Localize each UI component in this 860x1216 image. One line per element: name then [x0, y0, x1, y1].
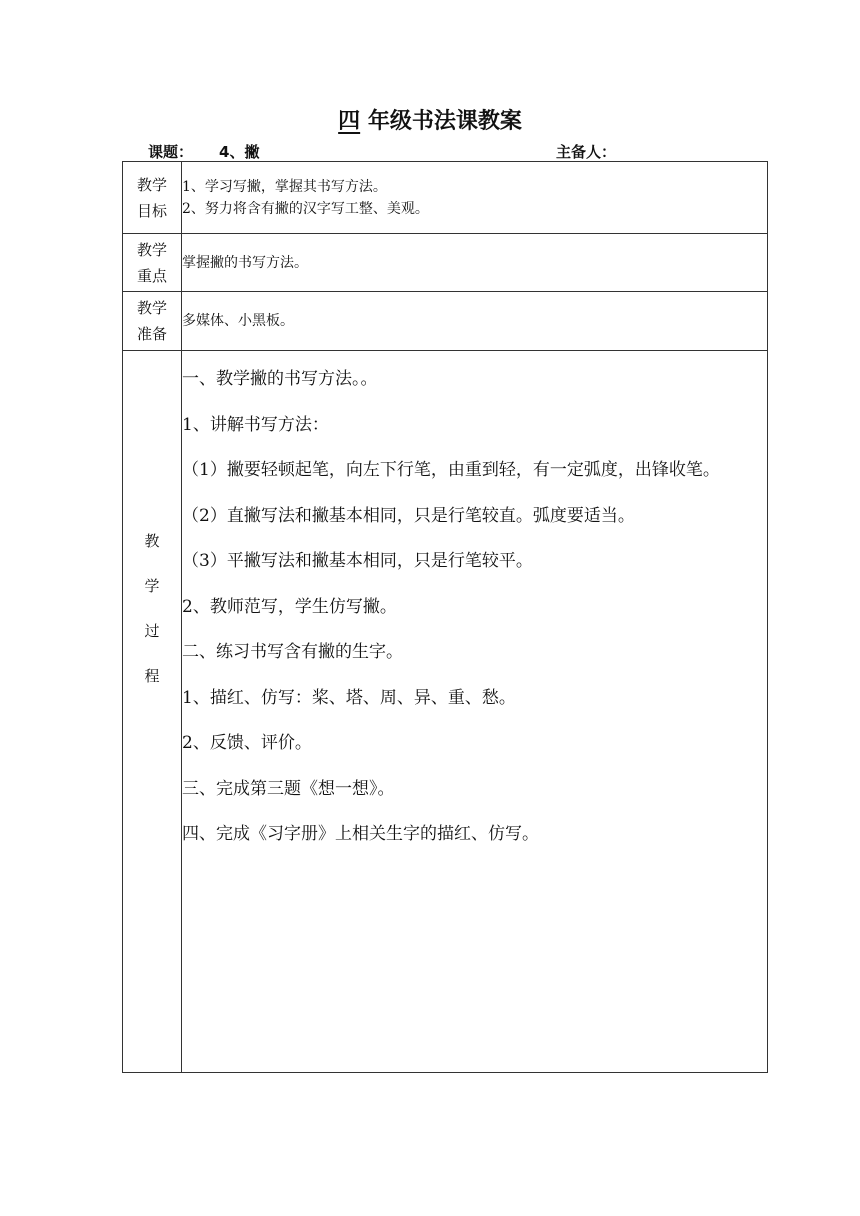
objective-line: 2、努力将含有撇的汉字写工整、美观。	[182, 200, 429, 217]
objective-line: 1、学习写撇，掌握其书写方法。	[182, 178, 387, 195]
process-line: 2、教师范写，学生仿写撇。	[182, 596, 397, 617]
title-text: 年级书法课教案	[367, 109, 522, 134]
objectives-cell	[182, 162, 768, 234]
row-header-line: 准备	[136, 325, 167, 343]
process-line: （3）平撇写法和撇基本相同，只是行笔较平。	[182, 551, 533, 571]
process-line: 1、描红、仿写：桨、塔、周、异、重、愁。	[182, 687, 516, 708]
process-line: （2）直撇写法和撇基本相同，只是行笔较直。弧度要适当。	[182, 505, 635, 526]
process-line: 一、教学撇的书写方法。。	[182, 369, 378, 389]
row-header-char: 学	[144, 577, 160, 595]
grade-number: 四	[338, 109, 361, 134]
topic-label: 课题：	[148, 143, 194, 161]
row-header-char: 教	[144, 532, 160, 550]
row-header-line: 目标	[136, 201, 167, 220]
row-header-objectives	[123, 162, 182, 234]
table-row-objectives	[123, 162, 768, 234]
row-header-line: 教学	[136, 299, 167, 317]
process-cell	[182, 351, 768, 1073]
process-line: 三、完成第三题《想一想》。	[182, 778, 395, 799]
row-header-line: 教学	[136, 240, 167, 259]
lesson-plan-table	[122, 161, 768, 1073]
process-line: 四、完成《习字册》上相关生字的描红、仿写。	[182, 824, 539, 844]
row-header-line: 重点	[136, 266, 167, 285]
table-row-process	[123, 351, 768, 1073]
row-header-process	[123, 351, 182, 1073]
key-point-line: 掌握撇的书写方法。	[182, 254, 308, 271]
page-title	[0, 104, 860, 135]
process-line: 1、讲解书写方法：	[182, 414, 329, 435]
row-header-char: 过	[144, 622, 160, 640]
preparation-line: 多媒体、小黑板。	[182, 313, 294, 329]
process-line: （1）撇要轻顿起笔，向左下行笔，由重到轻，有一定弧度，出锋收笔。	[182, 460, 720, 480]
row-header-key-points	[123, 234, 182, 292]
preparation-cell	[182, 292, 768, 351]
preparer-label: 主备人：	[556, 143, 617, 161]
process-line: 2、反馈、评价。	[182, 733, 312, 753]
key-points-cell	[182, 234, 768, 292]
row-header-preparation	[123, 292, 182, 351]
row-header-line: 教学	[136, 175, 167, 194]
table-row-key-points	[123, 234, 768, 292]
topic-line	[148, 141, 259, 162]
topic-value: 4、撇	[219, 143, 260, 161]
row-header-char: 程	[144, 667, 160, 685]
process-line: 二、练习书写含有撇的生字。	[182, 642, 403, 662]
table-row-preparation	[123, 292, 768, 351]
